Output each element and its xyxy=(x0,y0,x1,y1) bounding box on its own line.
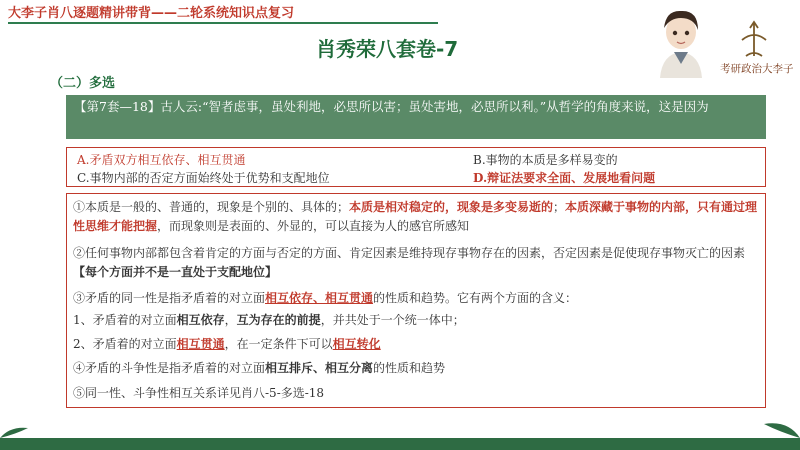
top-divider xyxy=(8,22,438,24)
p6-text-end: 的性质和趋势 xyxy=(373,361,446,375)
section-label: （二）多选 xyxy=(50,76,116,91)
explanation-point-2 xyxy=(73,244,759,282)
leaf-decoration-right xyxy=(760,418,800,438)
explanation-point-7 xyxy=(73,384,759,403)
bottom-bar xyxy=(0,438,800,450)
explanation-point-3 xyxy=(73,289,759,308)
explanation-point-4 xyxy=(73,311,759,330)
p4-text: 1、矛盾着的对立面 xyxy=(73,313,177,327)
p3-text-end: 的性质和趋势。它有两个方面的含义： xyxy=(373,291,578,305)
p5-highlight-1: 相互贯通 xyxy=(176,337,225,351)
p2-text: ②任何事物内部都包含着肯定的方面与否定的方面、肯定因素是维持现存事物存在的因素，否定因素是促使现存事物灭亡的因素 xyxy=(73,246,746,260)
question-text: 【第7套—18】古人云:“智者虑事，虽处利地，必思所以害；虽处害地，必思所以利。”从哲学的角度来说，这是因为 xyxy=(74,99,709,114)
slide-title: 肖秀荣八套卷-7 xyxy=(316,37,459,61)
option-d: D.辩证法要求全面、发展地看问题 xyxy=(473,171,656,185)
option-b: B.事物的本质是多样易变的 xyxy=(473,153,618,167)
logo xyxy=(716,20,794,80)
p1-sep: ； xyxy=(553,200,566,214)
p1-text: ①本质是一般的、普通的，现象是个别的、具体的； xyxy=(73,200,350,214)
p2-note: 【每个方面并不是一直处于支配地位】 xyxy=(73,265,278,279)
series-title: 大李子肖八逐题精讲带背——二轮系统知识点复习 xyxy=(8,6,295,21)
question-box xyxy=(66,95,766,139)
leaf-decoration-left xyxy=(0,424,30,438)
p4-bold-1: 相互依存 xyxy=(176,313,225,327)
avatar-illustration xyxy=(654,6,708,78)
p3-highlight: 相互依存、相互贯通 xyxy=(265,291,374,305)
p3-text: ③矛盾的同一性是指矛盾着的对立面 xyxy=(73,291,266,305)
explanation-point-6 xyxy=(73,359,759,378)
option-c: C.事物内部的否定方面始终处于优势和支配地位 xyxy=(77,171,330,185)
explanation-point-1 xyxy=(73,198,759,236)
p1-text-end: ，而现象则是表面的、外显的，可以直接为人的感官所感知 xyxy=(157,219,470,233)
options-box xyxy=(66,147,766,187)
explanation-point-5 xyxy=(73,335,759,354)
explanation-box xyxy=(66,193,766,408)
p5-highlight-2: 相互转化 xyxy=(332,337,381,351)
p1-highlight-1: 本质是相对稳定的，现象是多变易逝的 xyxy=(349,200,554,214)
p5-text-mid: ，在一定条件下可以 xyxy=(224,337,333,351)
p5-text: 2、矛盾着的对立面 xyxy=(73,337,177,351)
p6-bold: 相互排斥、相互分离 xyxy=(265,361,374,375)
p7-text: ⑤同一性、斗争性相互关系详见肖八-5-多选-18 xyxy=(73,386,325,400)
p4-text-end: ，并共处于一个统一体中； xyxy=(320,313,465,327)
logo-text: 考研政治大李子 xyxy=(720,63,794,75)
p6-text: ④矛盾的斗争性是指矛盾着的对立面 xyxy=(73,361,266,375)
option-a: A.矛盾双方相互依存、相互贯通 xyxy=(77,153,246,167)
p1-highlight-2: 本质深藏于事物的内部，只有通过理性思维才能把握 xyxy=(73,200,758,233)
p4-sep: ， xyxy=(224,313,237,327)
p4-bold-2: 互为存在的前提 xyxy=(236,313,321,327)
